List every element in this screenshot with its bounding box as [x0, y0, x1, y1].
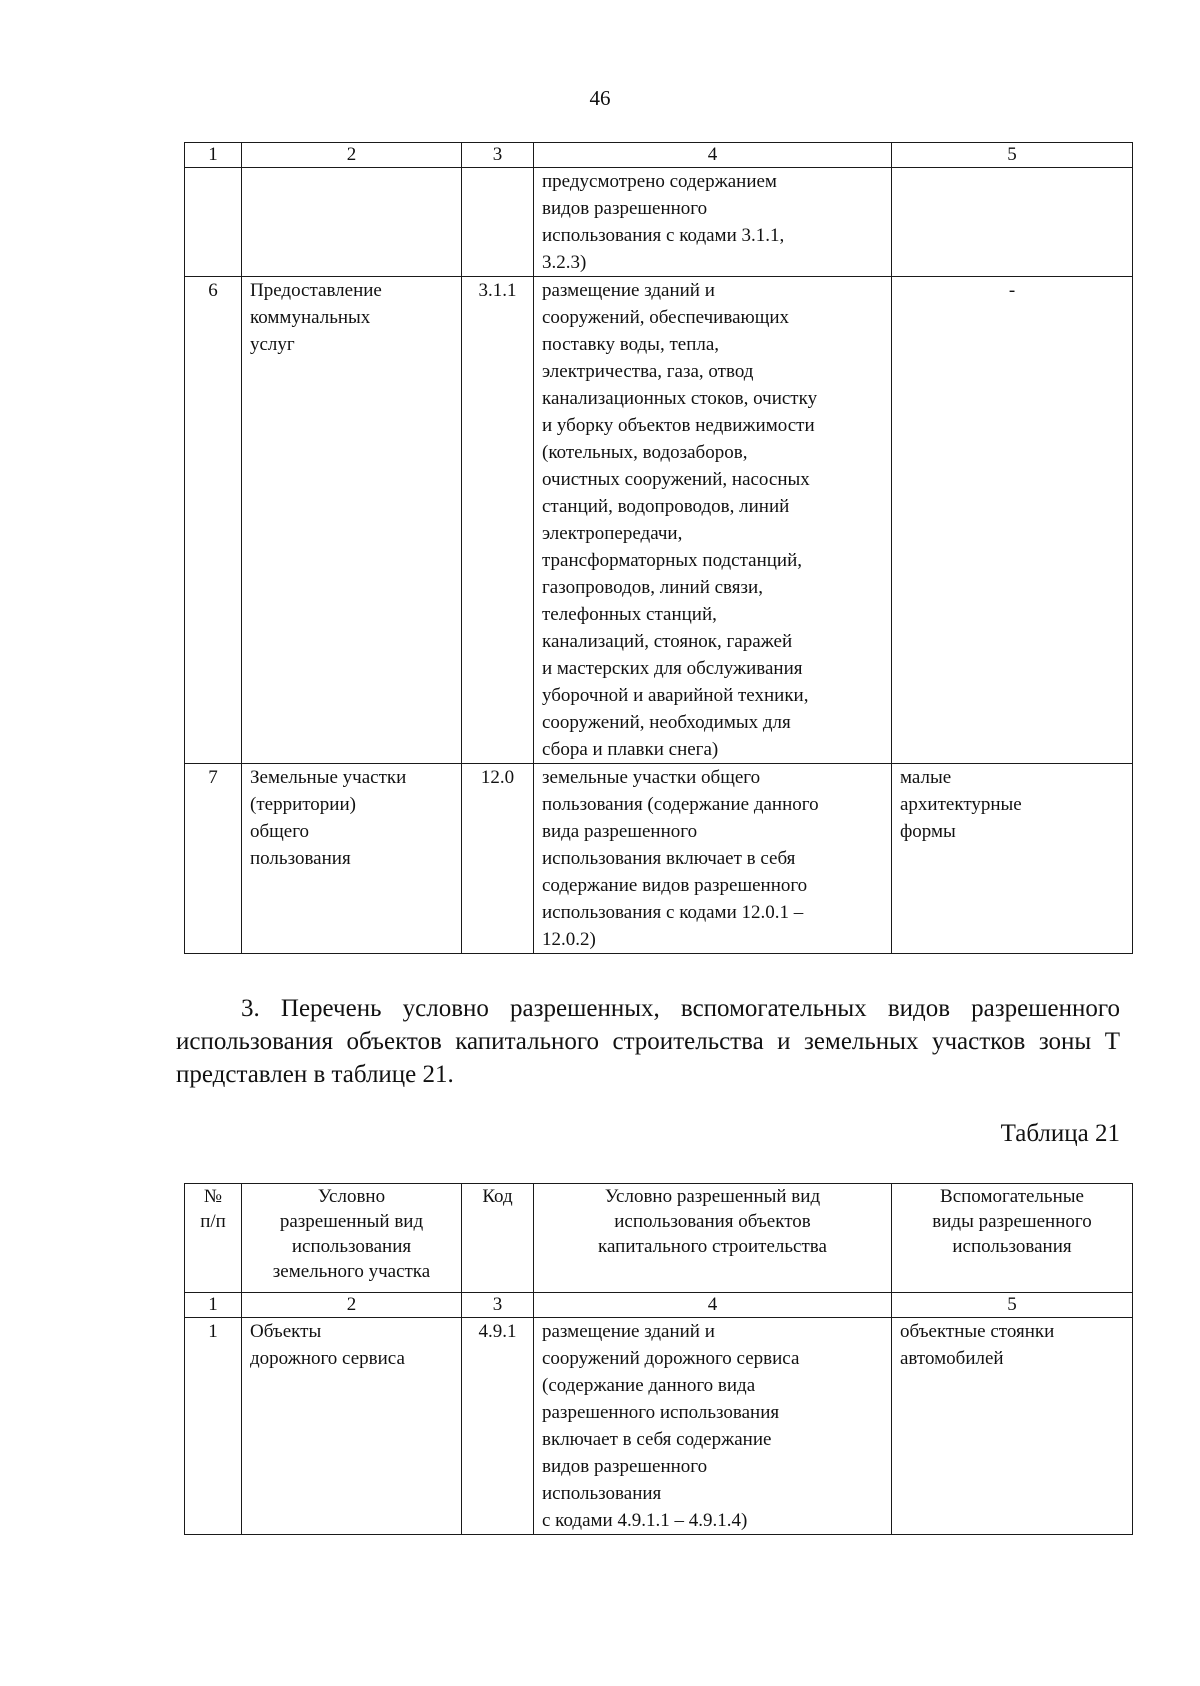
column-number: 3 [462, 1293, 534, 1318]
use-code: 3.1.1 [462, 277, 534, 764]
column-number: 5 [892, 1293, 1133, 1318]
header-cell-number: № п/п [185, 1184, 242, 1293]
table-row [185, 277, 1133, 764]
table-header-row [185, 1184, 1133, 1293]
section-3-paragraph: 3. Перечень условно разрешенных, вспомогательных видов разрешенного использования объектов капитального строительства и земельных участков зоны Т представлен в таблице 21. [176, 995, 1120, 1088]
use-description: земельные участки общего пользования (содержание данного вида разрешенного использования включает в себя содержание видов разрешенного использования с кодами 12.0.1 – 12.0.2) [534, 764, 892, 954]
column-number-row [185, 1293, 1133, 1318]
header-cell-code: Код [462, 1184, 534, 1293]
column-number-row [185, 143, 1133, 168]
use-description: предусмотрено содержанием видов разрешенного использования с кодами 3.1.1, 3.2.3) [534, 168, 892, 277]
column-number: 2 [242, 143, 462, 168]
column-number: 1 [185, 143, 242, 168]
row-number [185, 168, 242, 277]
row-number: 1 [185, 1318, 242, 1535]
use-code: 4.9.1 [462, 1318, 534, 1535]
column-number: 4 [534, 143, 892, 168]
use-description: размещение зданий и сооружений дорожного сервиса (содержание данного вида разрешенного использования включает в себя содержание видов разрешенного использования с кодами 4.9.1.1 – 4.9.1.4) [534, 1318, 892, 1535]
table-row [185, 1318, 1133, 1535]
use-description: размещение зданий и сооружений, обеспечивающих поставку воды, тепла, электричества, газа, отвод канализационных стоков, очистку и уборку объектов недвижимости (котельных, водозаборов, очистных сооружений, насосных станций, водопроводов, линий электропередачи, трансформаторных подстанций, газопроводов, линий связи, телефонных станций, канализаций, стоянок, гаражей и мастерских для обслуживания уборочной и аварийной техники, сооружений, необходимых для сбора и плавки снега) [534, 277, 892, 764]
use-code: 12.0 [462, 764, 534, 954]
page-number: 46 [589, 86, 611, 110]
column-number: 2 [242, 1293, 462, 1318]
land-use-name: Предоставление коммунальных услуг [242, 277, 462, 764]
table-21 [184, 1183, 1133, 1535]
auxiliary-use: - [892, 277, 1133, 764]
table-20-continuation [184, 142, 1133, 954]
header-cell-capital-construction: Условно разрешенный вид использования объектов капитального строительства [534, 1184, 892, 1293]
auxiliary-use: объектные стоянки автомобилей [892, 1318, 1133, 1535]
table-row [185, 764, 1133, 954]
table-caption: Таблица 21 [1000, 1120, 1120, 1147]
land-use-name: Земельные участки (территории) общего пользования [242, 764, 462, 954]
auxiliary-use: малые архитектурные формы [892, 764, 1133, 954]
table-row [185, 168, 1133, 277]
column-number: 5 [892, 143, 1133, 168]
column-number: 1 [185, 1293, 242, 1318]
column-number: 3 [462, 143, 534, 168]
row-number: 7 [185, 764, 242, 954]
column-number: 4 [534, 1293, 892, 1318]
land-use-name: Объекты дорожного сервиса [242, 1318, 462, 1535]
use-code [462, 168, 534, 277]
header-cell-auxiliary: Вспомогательные виды разрешенного использования [892, 1184, 1133, 1293]
row-number: 6 [185, 277, 242, 764]
header-cell-land-use: Условно разрешенный вид использования земельного участка [242, 1184, 462, 1293]
land-use-name [242, 168, 462, 277]
auxiliary-use [892, 168, 1133, 277]
